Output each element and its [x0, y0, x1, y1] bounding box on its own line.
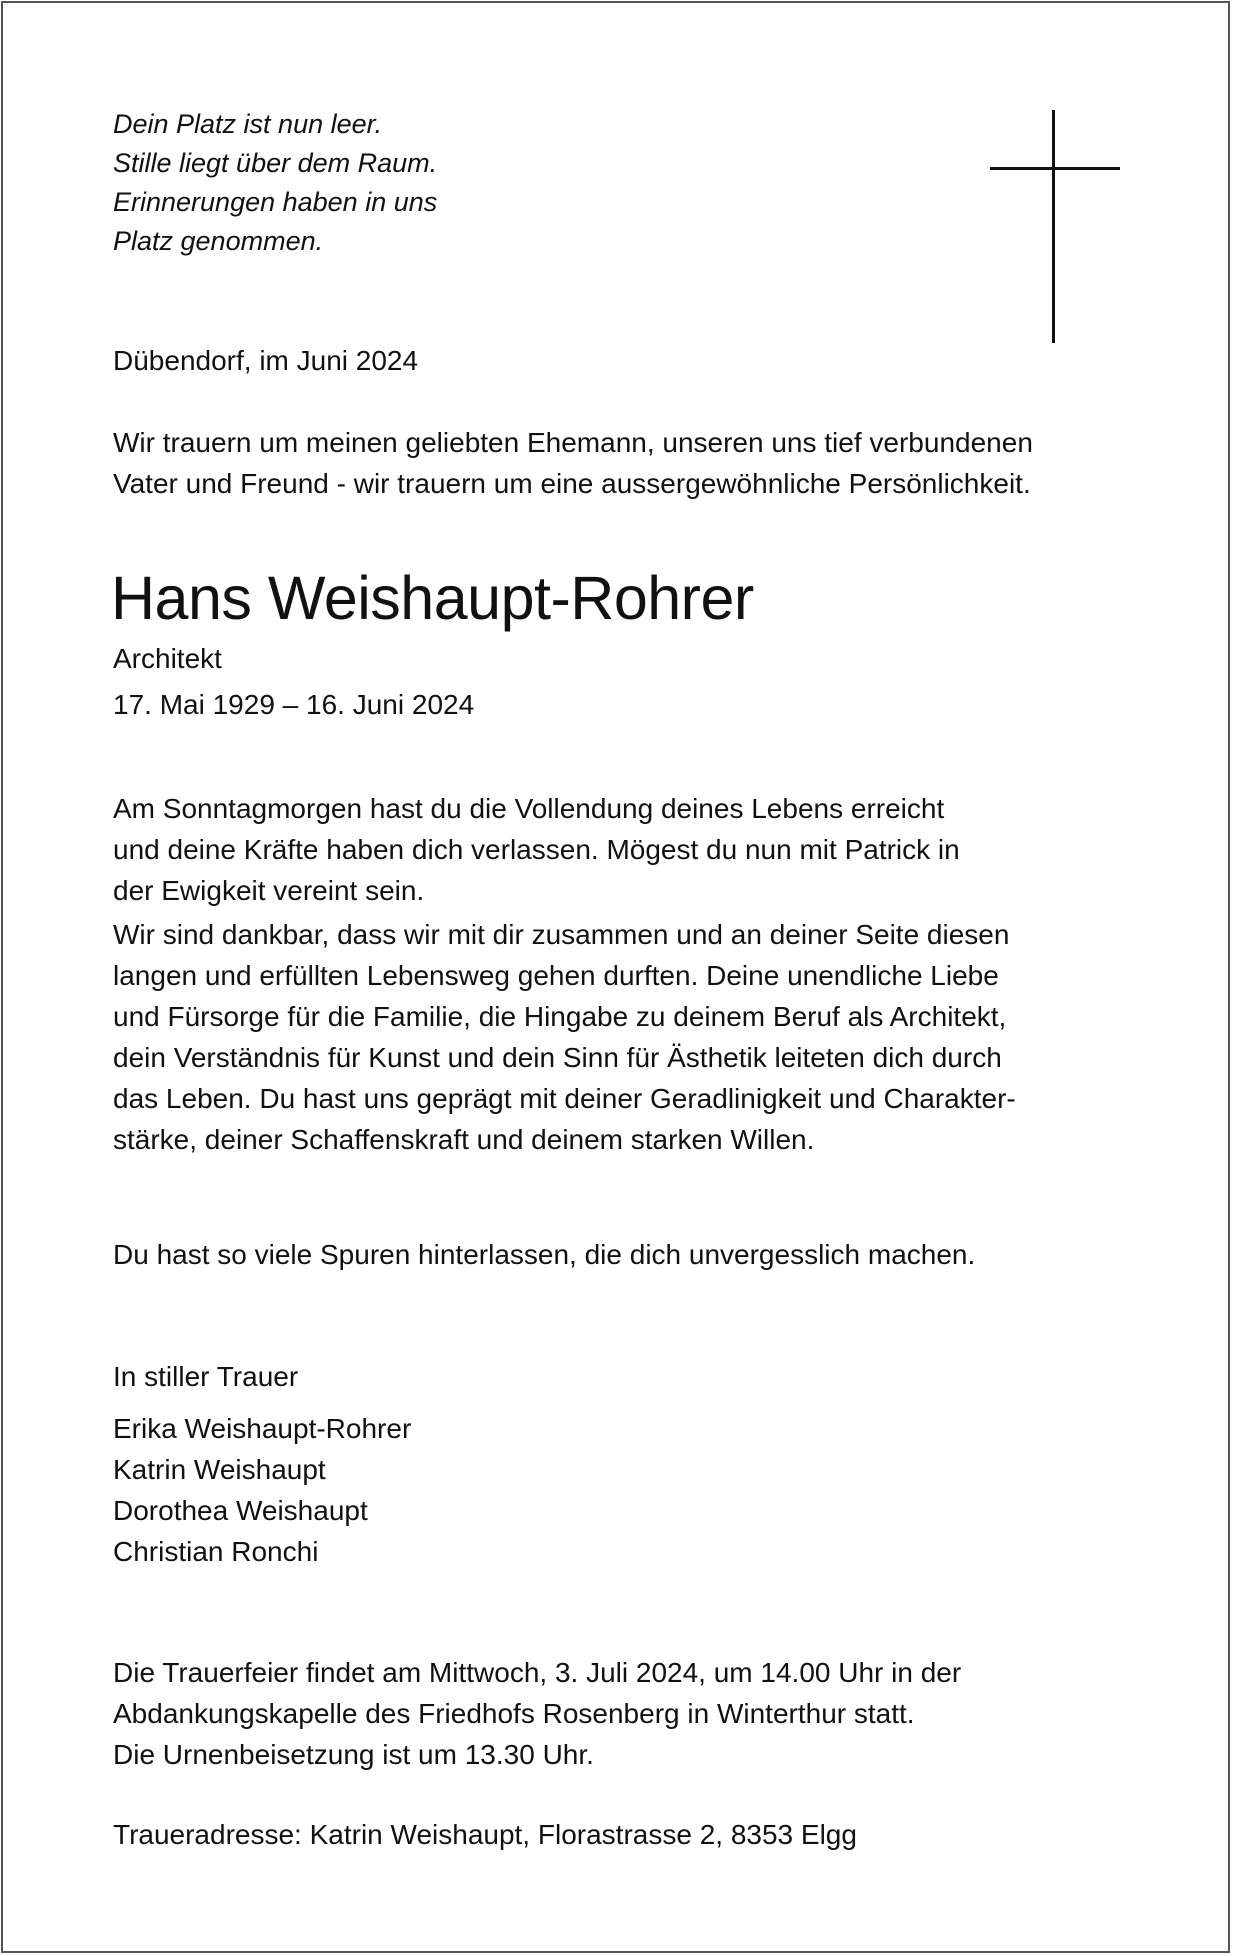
memorial-poem: Dein Platz ist nun leer. Stille liegt über dem Raum. Erinnerungen haben in uns Platz genommen. — [113, 109, 438, 256]
paragraph-traces: Du hast so viele Spuren hinterlassen, die dich unvergesslich machen. — [113, 1239, 976, 1270]
mourner-name: Christian Ronchi — [113, 1536, 319, 1567]
mourner-name: Erika Weishaupt-Rohrer — [113, 1413, 412, 1444]
cross-vertical-bar — [1052, 110, 1055, 343]
place-date: Dübendorf, im Juni 2024 — [113, 345, 419, 376]
mourning-label: In stiller Trauer — [113, 1361, 299, 1392]
ceremony-info: Die Trauerfeier findet am Mittwoch, 3. Juli 2024, um 14.00 Uhr in der Abdankungskapelle des Friedhofs Rosenberg in Winterthur statt. Die Urnenbeisetzung ist um 13.30 Uhr. — [113, 1657, 962, 1770]
mourner-name: Dorothea Weishaupt — [113, 1495, 368, 1526]
deceased-profession: Architekt — [113, 643, 222, 674]
paragraph-gratitude: Wir sind dankbar, dass wir mit dir zusammen und an deiner Seite diesen langen und erfüllten Lebensweg gehen durften. Deine unendliche Liebe und Fürsorge für die Familie, die Hingabe zu deinem Beruf als Architekt, dein Verständnis für Kunst und dein Sinn für Ästhetik leiteten dich durch das Leben. Du hast uns geprägt mit deiner Geradlinigkeit und Charakter- stärke, deiner Schaffenskraft und deinem starken Willen. — [113, 919, 1016, 1155]
cross-icon — [990, 110, 1120, 343]
intro-text: Wir trauern um meinen geliebten Ehemann, unseren uns tief verbundenen Vater und Freund - wir trauern um eine aussergewöhnliche Persönlichkeit. — [113, 427, 1033, 499]
mourning-address: Traueradresse: Katrin Weishaupt, Florastrasse 2, 8353 Elgg — [113, 1819, 857, 1850]
mourner-name: Katrin Weishaupt — [113, 1454, 326, 1485]
paragraph-farewell: Am Sonntagmorgen hast du die Vollendung deines Lebens erreicht und deine Kräfte haben dich verlassen. Mögest du nun mit Patrick in der Ewigkeit vereint sein. — [113, 793, 960, 906]
mourners-list — [113, 1408, 411, 1572]
deceased-lifespan: 17. Mai 1929 – 16. Juni 2024 — [113, 689, 475, 720]
deceased-name: Hans Weishaupt-Rohrer — [111, 564, 754, 632]
cross-horizontal-bar — [990, 167, 1120, 170]
